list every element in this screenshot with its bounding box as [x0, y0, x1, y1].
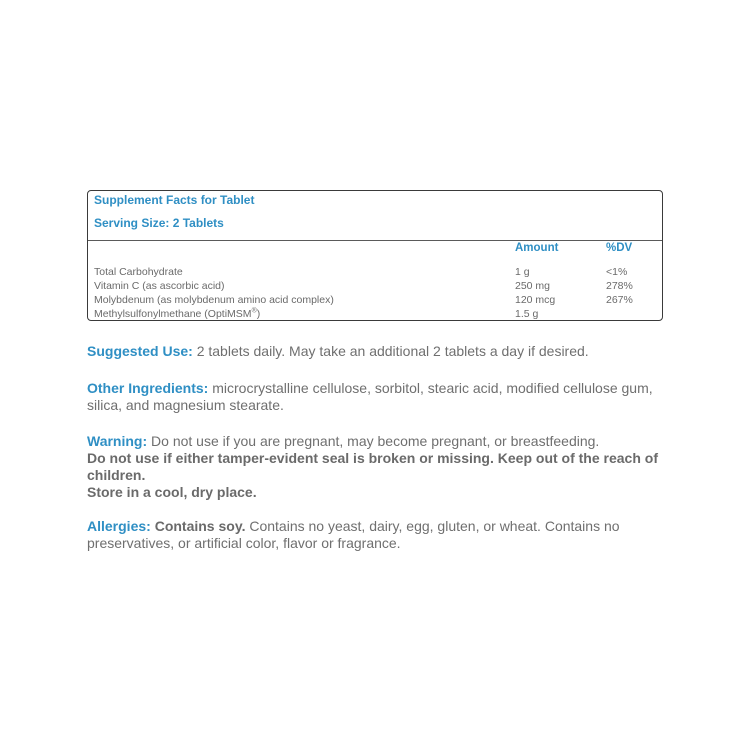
other-ingredients — [87, 380, 667, 414]
supplement-facts-panel — [87, 190, 663, 321]
warning-label: Warning: — [87, 433, 148, 449]
dv-column-header: %DV — [606, 242, 633, 254]
allergies-soy: Contains soy. — [150, 518, 246, 534]
suggested-use — [87, 343, 667, 360]
nutrient-amount: 120 mcg — [515, 294, 556, 306]
allergies-label: Allergies: — [87, 518, 151, 534]
suggested-use-text: 2 tablets daily. May take an additional 2 tablets a day if desired. — [192, 343, 589, 359]
facts-row — [88, 280, 662, 294]
warning — [87, 433, 667, 501]
facts-row — [88, 308, 662, 322]
facts-title: Supplement Facts for Tablet — [94, 193, 255, 207]
nutrient-dv: <1% — [606, 266, 628, 278]
nutrient-dv: 278% — [606, 280, 633, 292]
nutrient-name: Vitamin C (as ascorbic acid) — [94, 280, 225, 292]
serving-size: Serving Size: 2 Tablets — [94, 216, 224, 230]
facts-row — [88, 294, 662, 308]
nutrient-name: Molybdenum (as molybdenum amino acid complex) — [94, 294, 334, 306]
nutrient-amount: 250 mg — [515, 280, 551, 292]
nutrient-name: Methylsulfonylmethane (OptiMSM®) — [94, 307, 261, 320]
nutrient-amount: 1.5 g — [515, 308, 539, 320]
suggested-use-label: Suggested Use: — [87, 343, 193, 359]
nutrient-name: Total Carbohydrate — [94, 266, 183, 278]
other-ingredients-text: microcrystalline cellulose, sorbitol, stearic acid, modified cellulose gum, silica, and magnesium stearate. — [87, 380, 653, 413]
nutrient-dv: 267% — [606, 294, 633, 306]
facts-divider — [88, 240, 662, 241]
warning-text: Do not use if you are pregnant, may become pregnant, or breastfeeding. — [147, 433, 600, 449]
warning-seal-text: Do not use if either tamper-evident seal is broken or missing. Keep out of the reach of children. — [87, 450, 658, 483]
storage-text: Store in a cool, dry place. — [87, 484, 257, 500]
registered-mark: ® — [251, 307, 257, 315]
other-ingredients-label: Other Ingredients: — [87, 380, 209, 396]
nutrient-amount: 1 g — [515, 266, 530, 278]
allergies-text: Contains no yeast, dairy, egg, gluten, or wheat. Contains no preservatives, or artificial color, flavor or fragrance. — [87, 518, 620, 551]
allergies — [87, 518, 667, 552]
amount-column-header: Amount — [515, 242, 559, 254]
facts-row — [88, 266, 662, 280]
